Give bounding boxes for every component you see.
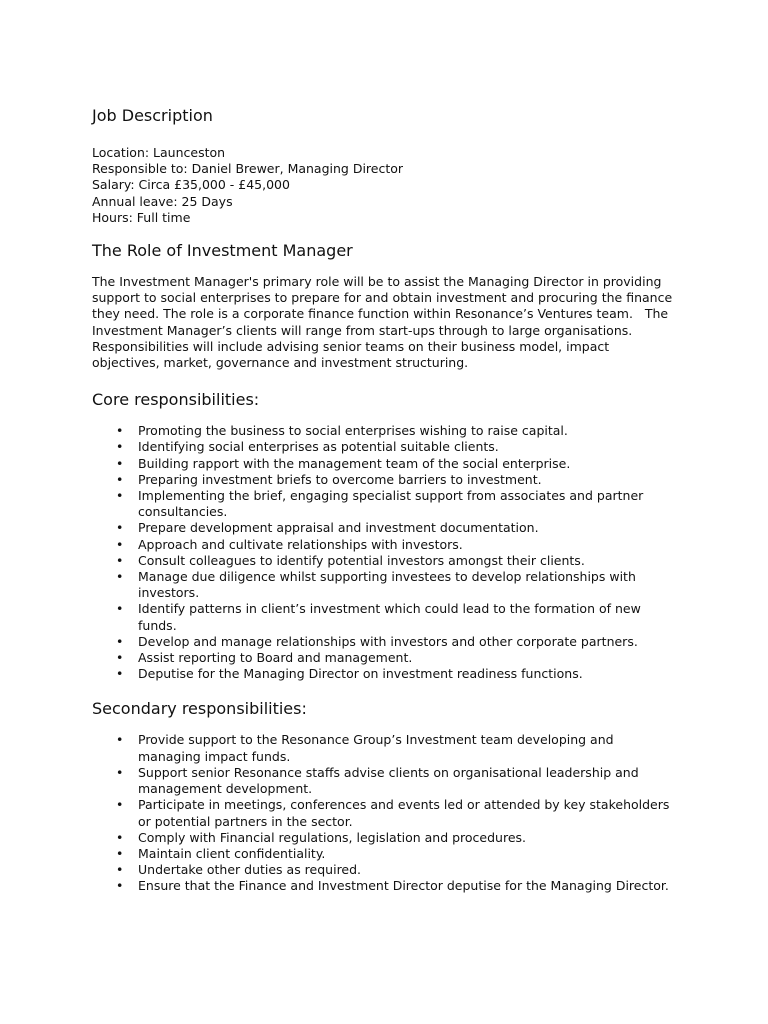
document-page [92,105,692,895]
list-item-text: Preparing investment briefs to overcome barriers to investment. [138,471,542,487]
bullet-icon: • [116,439,124,455]
list-item [92,650,692,666]
list-item-text: management development. [138,781,313,797]
bullet-icon: • [116,862,124,878]
meta-salary: Salary: Circa £35,000 - £45,000 [92,177,290,193]
role-heading: The Role of Investment Manager [92,241,353,261]
list-item [92,862,692,878]
list-item-text: investors. [138,585,200,601]
list-item-text: Manage due diligence whilst supporting investees to develop relationships with [138,569,636,585]
list-item-text: Prepare development appraisal and investment documentation. [138,520,539,536]
bullet-icon: • [116,845,124,861]
list-item [92,666,692,682]
list-item-text: Building rapport with the management team of the social enterprise. [138,455,571,471]
list-item [92,634,692,650]
list-item-text: Assist reporting to Board and management. [138,650,413,666]
list-item [92,520,692,536]
bullet-icon: • [116,601,124,617]
list-item-text: Comply with Financial regulations, legislation and procedures. [138,829,527,845]
role-line: they need. The role is a corporate finance function within Resonance’s Ventures team. The [92,306,669,322]
list-item [92,472,692,488]
role-paragraph [92,274,677,371]
list-item [92,537,692,553]
core-responsibilities-list [92,423,692,682]
list-item-text: funds. [138,617,177,633]
list-item-text: Provide support to the Resonance Group’s Investment team developing and [138,732,614,748]
bullet-icon: • [116,455,124,471]
list-item [92,830,692,846]
list-item [92,732,692,764]
list-item-text: Identifying social enterprises as potential suitable clients. [138,439,499,455]
list-item [92,846,692,862]
bullet-icon: • [116,536,124,552]
bullet-icon: • [116,488,124,504]
bullet-icon: • [116,650,124,666]
list-item-text: Promoting the business to social enterprises wishing to raise capital. [138,423,568,439]
meta-responsible-to: Responsible to: Daniel Brewer, Managing Director [92,161,404,177]
role-line: Responsibilities will include advising senior teams on their business model, impact [92,338,610,354]
list-item [92,423,692,439]
secondary-responsibilities-list [92,732,692,894]
meta-location: Location: Launceston [92,145,226,160]
bullet-icon: • [116,520,124,536]
bullet-icon: • [116,423,124,439]
bullet-icon: • [116,552,124,568]
job-meta [92,145,692,226]
list-item-text: Approach and cultivate relationships with investors. [138,536,463,552]
list-item-text: Implementing the brief, engaging specialist support from associates and partner [138,488,644,504]
document-title: Job Description [92,106,213,125]
core-responsibilities-heading: Core responsibilities: [92,390,260,410]
list-item-text: Support senior Resonance staffs advise clients on organisational leadership and [138,764,639,780]
list-item [92,878,692,894]
list-item-text: Participate in meetings, conferences and events led or attended by key stakeholders [138,797,670,813]
meta-annual-leave: Annual leave: 25 Days [92,193,233,209]
list-item-text: Deputise for the Managing Director on investment readiness functions. [138,666,583,682]
list-item-text: Undertake other duties as required. [138,862,362,878]
secondary-responsibilities-heading: Secondary responsibilities: [92,699,307,719]
list-item-text: or potential partners in the sector. [138,813,353,829]
bullet-icon: • [116,797,124,813]
list-item [92,456,692,472]
list-item-text: Ensure that the Finance and Investment Director deputise for the Managing Director. [138,878,669,894]
role-line: objectives, market, governance and investment structuring. [92,355,469,371]
list-item [92,439,692,455]
list-item [92,488,692,520]
bullet-icon: • [116,764,124,780]
list-item [92,765,692,797]
bullet-icon: • [116,732,124,748]
bullet-icon: • [116,471,124,487]
bullet-icon: • [116,569,124,585]
role-line: The Investment Manager's primary role will be to assist the Managing Director in providing [92,274,662,290]
list-item-text: Consult colleagues to identify potential investors amongst their clients. [138,552,585,568]
list-item-text: managing impact funds. [138,748,291,764]
list-item [92,601,692,633]
bullet-icon: • [116,633,124,649]
role-line: Investment Manager’s clients will range from start-ups through to large organisations. [92,322,633,338]
list-item-text: Maintain client confidentiality. [138,845,326,861]
role-line: support to social enterprises to prepare for and obtain investment and procuring the finance [92,290,673,306]
list-item-text: consultancies. [138,504,228,520]
list-item-text: Identify patterns in client’s investment which could lead to the formation of new [138,601,641,617]
bullet-icon: • [116,829,124,845]
bullet-icon: • [116,666,124,682]
list-item-text: Develop and manage relationships with investors and other corporate partners. [138,633,638,649]
meta-hours: Hours: Full time [92,209,191,225]
list-item [92,553,692,569]
bullet-icon: • [116,878,124,894]
list-item [92,797,692,829]
list-item [92,569,692,601]
